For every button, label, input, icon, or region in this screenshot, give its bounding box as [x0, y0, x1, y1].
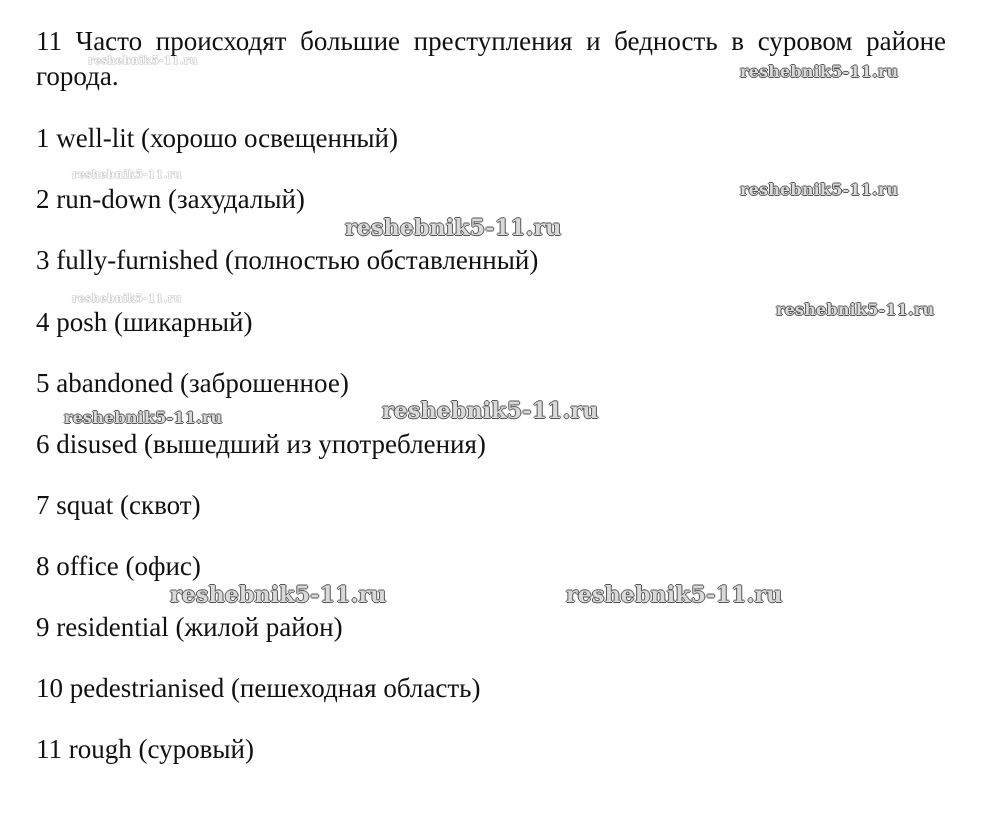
watermark: reshebnik5-11.ru [345, 215, 562, 241]
list-item: 6 disused (вышедший из употребления) [36, 429, 486, 459]
watermark: reshebnik5-11.ru [382, 398, 599, 424]
list-item: 7 squat (сквот) [36, 490, 201, 520]
watermark: reshebnik5-11.ru [64, 408, 223, 427]
list-item: 8 office (офис) [36, 551, 201, 581]
intro-sentence: 11 Часто происходят большие преступления и бедность в суровом районе города. [36, 26, 946, 91]
list-item: 5 abandoned (заброшенное) [36, 368, 349, 398]
watermark: reshebnik5-11.ru [740, 180, 899, 199]
list-item: 4 posh (шикарный) [36, 307, 253, 337]
list-item: 2 run-down (захудалый) [36, 184, 305, 214]
watermark: reshebnik5-11.ru [72, 168, 182, 181]
list-item: 10 pedestrianised (пешеходная область) [36, 673, 481, 703]
list-item: 9 residential (жилой район) [36, 612, 343, 642]
list-item: 11 rough (суровый) [36, 734, 254, 764]
watermark: reshebnik5-11.ru [88, 54, 198, 67]
watermark: reshebnik5-11.ru [72, 292, 182, 305]
watermark: reshebnik5-11.ru [170, 582, 387, 608]
watermark: reshebnik5-11.ru [776, 300, 935, 319]
watermark: reshebnik5-11.ru [566, 582, 783, 608]
list-item: 1 well-lit (хорошо освещенный) [36, 123, 398, 153]
list-item: 3 fully-furnished (полностью обставленный) [36, 245, 539, 275]
watermark: reshebnik5-11.ru [740, 62, 899, 81]
